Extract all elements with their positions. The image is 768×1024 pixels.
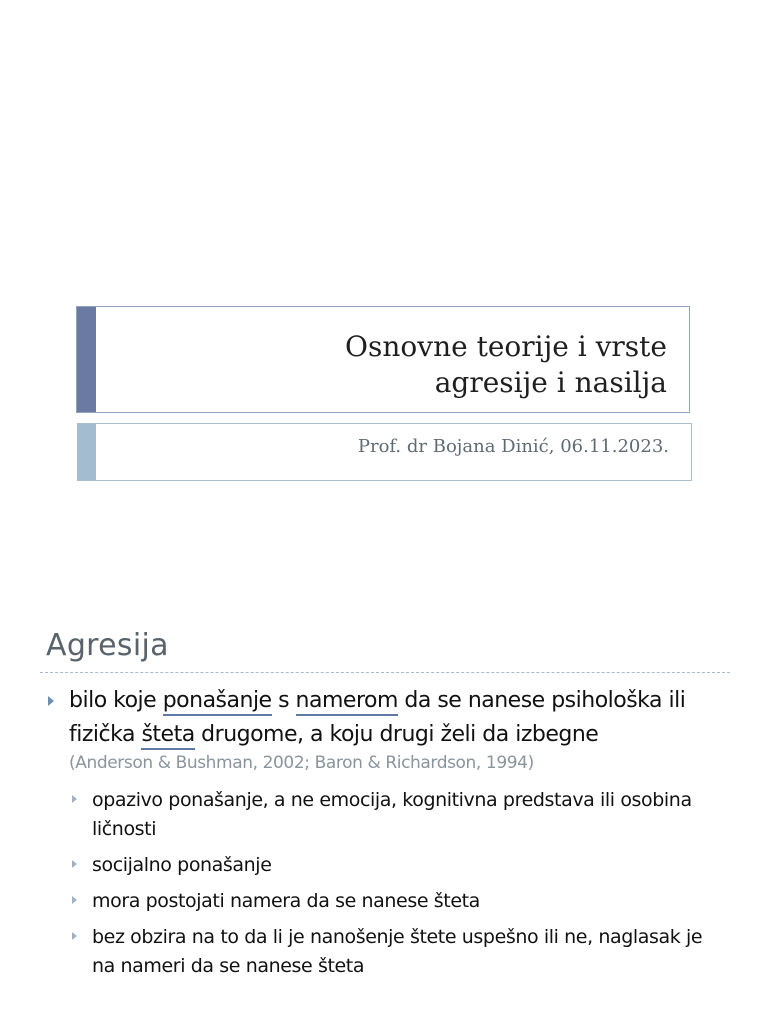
text-segment: drugome, a koju drugi želi da izbegne [194,722,599,747]
citation: (Anderson & Bushman, 2002; Baron & Richardson, 1994) [69,753,534,773]
content-slide [0,576,768,1024]
sub-bullet-item [70,786,710,844]
title-accent-bar [77,307,96,412]
title-divider [40,672,730,673]
underlined-term-steta: šteta [141,722,194,750]
text-segment: s [271,688,296,713]
sub-bullet-item [70,887,710,916]
title-line-2: agresije i nasilja [434,366,667,399]
sub-bullet-text: socijalno ponašanje [92,854,272,876]
sub-bullet-item [70,851,710,880]
underlined-term-ponasanje: ponašanje [163,688,272,716]
main-bullet [46,684,736,774]
bullet-arrow-icon [72,932,77,940]
title-line-1: Osnovne teorije i vrste [345,330,667,363]
bullet-arrow-icon [72,860,77,868]
sub-bullet-item [70,923,710,981]
underlined-term-namerom: namerom [296,688,398,716]
slide-subtitle: Prof. dr Bojana Dinić, 06.11.2023. [357,436,669,457]
subtitle-box [77,423,692,481]
slide-title [345,329,667,401]
sub-bullet-text: bez obzira na to da li je nanošenje štete uspešno ili ne, naglasak je na nameri da se nanese šteta [92,926,703,977]
sub-bullet-list [70,786,710,988]
bullet-arrow-icon [72,795,77,803]
sub-bullet-text: mora postojati namera da se nanese šteta [92,890,480,912]
title-box [76,306,690,413]
sub-bullet-text: opazivo ponašanje, a ne emocija, kognitivna predstava ili osobina ličnosti [92,789,692,840]
main-bullet-text [69,684,736,752]
content-slide-title: Agresija [46,628,169,663]
text-segment: da se nanese psihološka ili fizička [69,688,686,747]
bullet-arrow-icon [72,896,77,904]
subtitle-accent-bar [78,424,96,480]
text-segment: bilo koje [69,688,163,713]
bullet-arrow-icon [48,696,54,706]
